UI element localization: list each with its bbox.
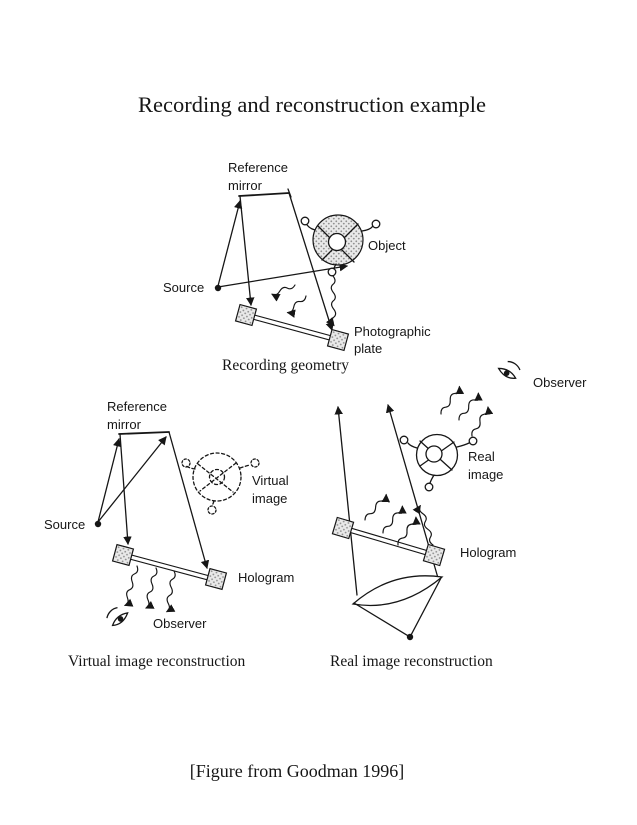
virtual-arm-hook bbox=[251, 459, 259, 467]
wavy-arrow bbox=[393, 517, 422, 545]
label-virtual-image: image bbox=[252, 491, 288, 506]
wavy-arrow bbox=[360, 495, 391, 520]
label-observer: Observer bbox=[153, 616, 207, 631]
object-arm-hook bbox=[328, 268, 336, 276]
real-arm bbox=[430, 475, 434, 483]
caption-recording-geometry: Recording geometry bbox=[222, 357, 349, 374]
real-arm bbox=[408, 443, 417, 448]
plate-end-left bbox=[236, 305, 257, 326]
caption-virtual-image: Virtual image reconstruction bbox=[68, 653, 246, 670]
wavy-arrow bbox=[419, 505, 433, 546]
label-hologram: Hologram bbox=[460, 545, 517, 560]
page-title: Recording and reconstruction example bbox=[137, 92, 487, 117]
observer-eye-icon bbox=[105, 604, 131, 627]
diffracted-waves bbox=[116, 566, 184, 612]
label-observer: Observer bbox=[533, 375, 587, 390]
wavy-arrow bbox=[322, 276, 344, 325]
wavy-arrow bbox=[285, 296, 310, 314]
reference-mirror-line bbox=[119, 432, 169, 434]
cone-left bbox=[354, 603, 410, 637]
wavy-arrow bbox=[378, 506, 408, 533]
ray-mirror-left-to-plate bbox=[240, 196, 251, 305]
wavy-arrow bbox=[137, 568, 166, 609]
label-object: Object bbox=[368, 238, 406, 253]
label-reference-mirror: mirror bbox=[107, 417, 141, 432]
object-arm-hook bbox=[372, 220, 380, 228]
reference-mirror-line bbox=[239, 193, 289, 196]
ray-source-to-object bbox=[218, 266, 347, 287]
figure-credit: [Figure from Goodman 1996] bbox=[189, 761, 405, 781]
plate-bar bbox=[245, 313, 338, 342]
hologram-end-right bbox=[206, 569, 227, 590]
virtual-arm bbox=[240, 465, 250, 468]
scattered-waves bbox=[271, 276, 344, 325]
wavy-arrow bbox=[116, 566, 146, 606]
hologram-bar bbox=[342, 526, 434, 557]
virtual-arm bbox=[212, 501, 214, 506]
virtual-image-diagram bbox=[44, 399, 294, 670]
wavy-arrow bbox=[466, 407, 494, 436]
label-hologram: Hologram bbox=[238, 570, 295, 585]
hologram-end-left bbox=[113, 545, 134, 566]
label-photographic-plate: plate bbox=[354, 341, 383, 356]
virtual-image-graphic bbox=[182, 453, 259, 514]
observer-eye-icon bbox=[497, 359, 521, 380]
real-hub bbox=[426, 446, 442, 462]
label-reference-mirror: Reference bbox=[228, 160, 288, 175]
beam-left bbox=[338, 407, 357, 595]
wavy-arrow bbox=[271, 285, 296, 295]
label-reference-mirror: Reference bbox=[107, 399, 167, 414]
real-arm-hook bbox=[425, 483, 433, 491]
ray-source-to-mirror bbox=[218, 201, 240, 286]
caption-real-image: Real image reconstruction bbox=[330, 653, 493, 670]
label-virtual-image: Virtual bbox=[252, 473, 289, 488]
object-hub bbox=[329, 234, 346, 251]
wavy-arrow bbox=[158, 571, 184, 612]
label-source: Source bbox=[163, 280, 205, 295]
label-reference-mirror: mirror bbox=[228, 178, 262, 193]
real-arm-hook bbox=[400, 436, 408, 444]
source-point bbox=[95, 521, 101, 527]
point-source bbox=[407, 634, 413, 640]
hologram-bar bbox=[122, 553, 216, 582]
label-real-image: image bbox=[468, 467, 504, 482]
ray-mirror-left-to-hologram bbox=[120, 434, 128, 544]
source-point bbox=[215, 285, 221, 291]
virtual-arm-hook bbox=[208, 506, 216, 514]
label-source: Source bbox=[44, 517, 86, 532]
real-arm bbox=[457, 443, 469, 447]
label-real-image: Real bbox=[468, 449, 495, 464]
real-arm-hook bbox=[469, 437, 477, 445]
real-image-graphic bbox=[400, 435, 477, 491]
hologram-end-right bbox=[423, 544, 444, 565]
virtual-chord bbox=[200, 463, 236, 491]
label-photographic-plate: Photographic bbox=[354, 324, 431, 339]
waves-to-observer bbox=[436, 387, 494, 436]
wavy-arrow bbox=[436, 387, 465, 414]
recording-geometry-diagram bbox=[163, 160, 431, 374]
plate-end-right bbox=[328, 330, 349, 351]
object-arm bbox=[362, 226, 373, 231]
ray-mirror-right-to-hologram bbox=[169, 432, 207, 568]
virtual-arm-hook bbox=[182, 459, 190, 467]
wavy-arrow bbox=[454, 393, 484, 420]
real-image-diagram bbox=[330, 359, 587, 670]
object-arm-hook bbox=[301, 217, 309, 225]
